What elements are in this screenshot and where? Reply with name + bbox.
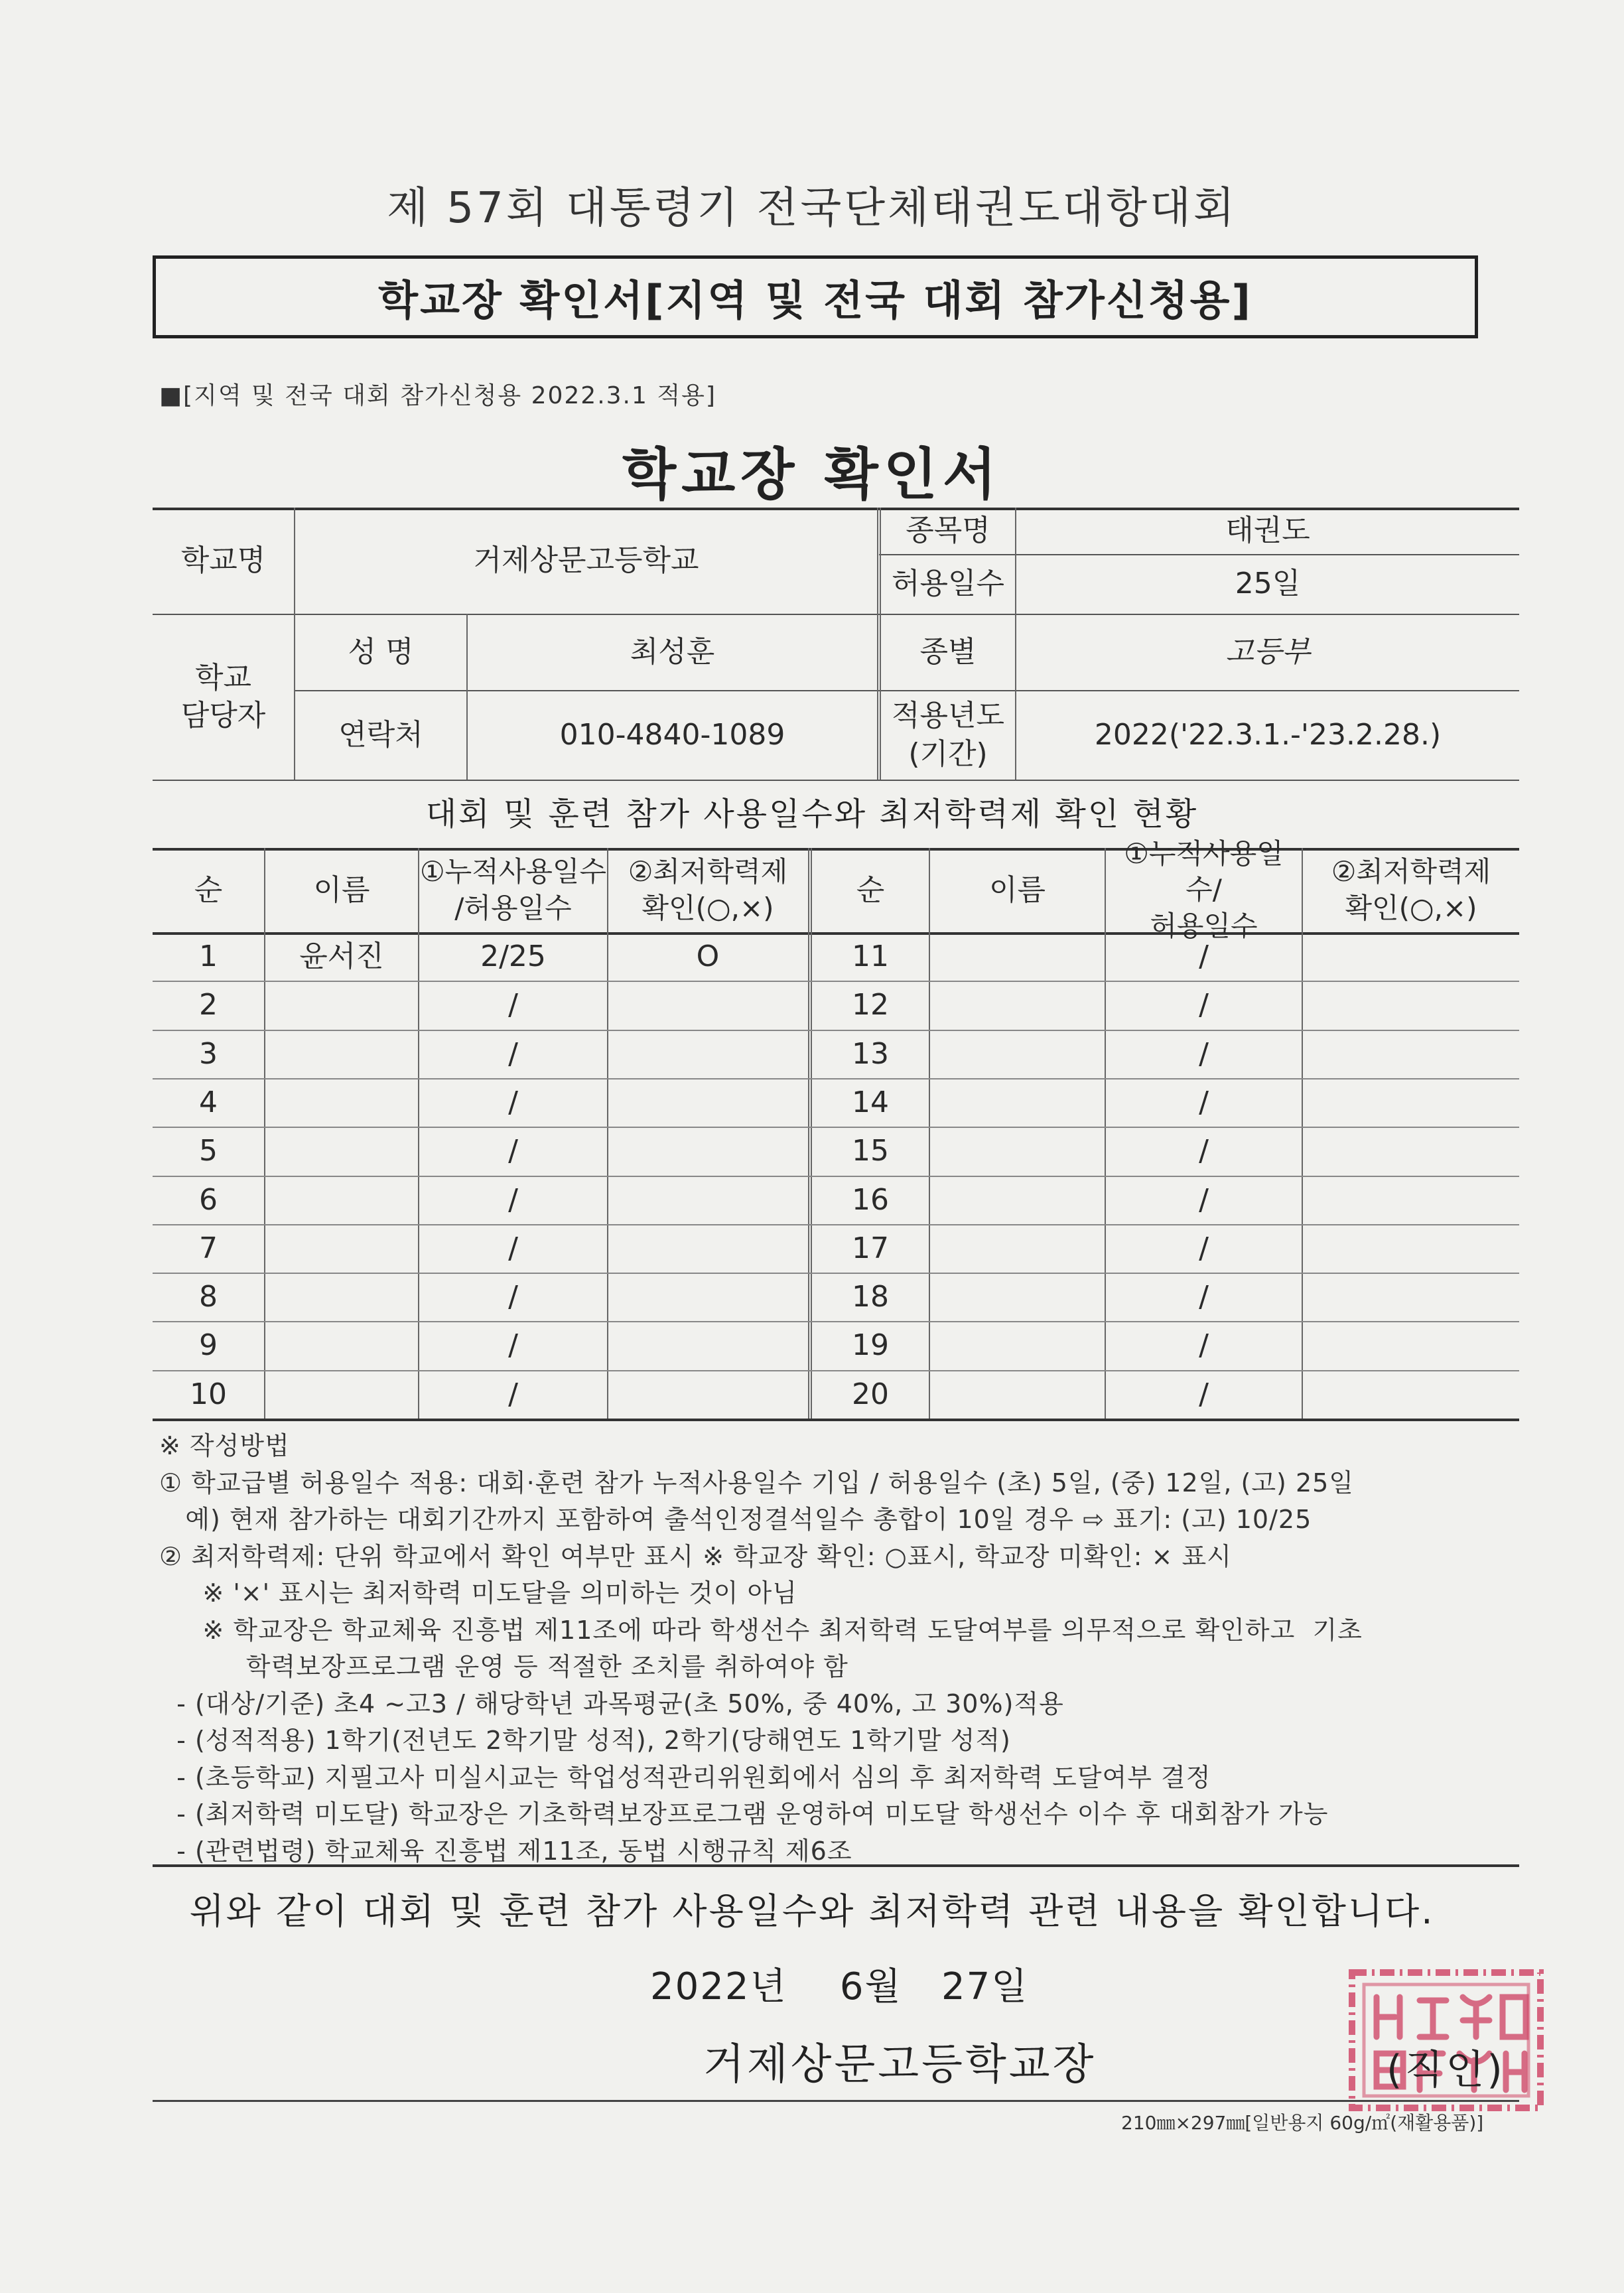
days-cell: / — [508, 1328, 518, 1363]
seq-cell: 17 — [852, 1231, 889, 1265]
name-cell — [265, 1224, 418, 1273]
instruction-line: 예) 현재 참가하는 대회기간까지 포함하여 출석인정결석일수 총합이 10일 경우 ⇨ 표기: (고) 10/25 — [159, 1505, 1312, 1534]
seq-cell: 3 — [199, 1036, 218, 1071]
days-cell: / — [508, 1377, 518, 1411]
check-cell — [1303, 1224, 1519, 1273]
section-heading: 대회 및 훈련 참가 사용일수와 최저학력제 확인 현황 — [425, 796, 1199, 833]
seq-cell: 20 — [852, 1377, 889, 1411]
days-cell: / — [1199, 1182, 1209, 1217]
seq-cell: 16 — [852, 1182, 889, 1217]
issue-date: 2022년 6월 27일 — [650, 1965, 1029, 2008]
days-cell: / — [508, 1231, 518, 1265]
days-cell: / — [1199, 1231, 1209, 1265]
name-cell — [930, 1078, 1105, 1127]
document-title: 학교장 확인서 — [622, 442, 1002, 507]
seq-cell: 13 — [852, 1036, 889, 1071]
seq-cell: 1 — [199, 939, 218, 974]
check-cell — [1303, 1127, 1519, 1175]
check-cell — [608, 981, 807, 1029]
days-cell: / — [1199, 988, 1209, 1022]
name-cell — [930, 1127, 1105, 1175]
check-cell — [1303, 1030, 1519, 1078]
rule — [153, 780, 1519, 781]
allowed-days-label: 허용일수 — [891, 567, 1004, 601]
rule — [153, 1419, 1519, 1421]
name-cell: 윤서진 — [299, 939, 384, 974]
seq-cell: 18 — [852, 1280, 889, 1314]
name-cell — [265, 1321, 418, 1369]
days-cell: / — [508, 1280, 518, 1314]
instruction-line: ② 최저학력제: 단위 학교에서 확인 여부만 표시 ※ 학교장 확인: ○표시, 학교장 미확인: × 표시 — [159, 1541, 1232, 1571]
header-seq-left: 순 — [194, 872, 223, 907]
days-cell: / — [508, 1036, 518, 1071]
school-value: 거제상문고등학교 — [473, 543, 699, 578]
name-cell — [265, 981, 418, 1029]
year-label-line1: 적용년도 — [891, 699, 1004, 733]
check-cell — [608, 1224, 807, 1273]
name-cell — [265, 1127, 418, 1175]
days-cell: / — [1199, 1036, 1209, 1071]
seal-label: (직인) — [1387, 2047, 1505, 2093]
check-cell — [608, 1370, 807, 1419]
days-cell: / — [1199, 1280, 1209, 1314]
seq-cell: 14 — [852, 1085, 889, 1119]
seq-cell: 4 — [199, 1085, 218, 1119]
confirmation-statement: 위와 같이 대회 및 훈련 참가 사용일수와 최저학력 관련 내용을 확인합니다. — [189, 1890, 1435, 1932]
check-cell — [608, 1127, 807, 1175]
name-cell — [930, 932, 1105, 981]
instruction-line: 학력보장프로그램 운영 등 적절한 조치를 취하여야 함 — [159, 1652, 848, 1681]
days-cell: / — [1199, 1134, 1209, 1168]
manager-label — [153, 630, 294, 763]
paper-spec-footer: 210㎜×297㎜[일반용지 60g/㎡(재활용품)] — [1121, 2112, 1484, 2134]
name-label: 성 명 — [348, 634, 414, 669]
name-cell — [930, 1176, 1105, 1224]
seq-cell: 9 — [199, 1328, 218, 1363]
contact-value: 010-4840-1089 — [559, 717, 785, 752]
name-cell — [930, 1273, 1105, 1321]
days-cell: / — [1199, 1328, 1209, 1363]
days-cell: / — [508, 1085, 518, 1119]
seq-cell: 15 — [852, 1134, 889, 1168]
manager-label-line1: 학교 — [194, 660, 251, 695]
header-min-r-line2: 확인(○,×) — [1345, 891, 1477, 924]
days-cell: / — [1199, 1085, 1209, 1119]
header-min-academic-right — [1303, 848, 1519, 932]
header-min-r-line1: ②최저학력제 — [1331, 855, 1491, 888]
header-seq-right: 순 — [856, 872, 885, 907]
boxed-title: 학교장 확인서[지역 및 전국 대회 참가신청용] — [153, 255, 1478, 338]
event-title: 제 57회 대통령기 전국단체태권도대항대회 — [387, 184, 1237, 233]
check-cell — [1303, 932, 1519, 981]
instruction-line: - (대상/기준) 초4 ~고3 / 해당학년 과목평균(초 50%, 중 40%, 고 30%)적용 — [159, 1689, 1064, 1718]
header-min-academic-left — [608, 848, 807, 932]
header-min-line2: 확인(○,×) — [642, 891, 774, 924]
header-min-line1: ②최저학력제 — [628, 855, 788, 888]
manager-label-line2: 담당자 — [180, 699, 266, 732]
rule — [153, 1864, 1519, 1867]
division-label: 종별 — [919, 634, 977, 669]
event-label: 종목명 — [906, 514, 990, 548]
check-cell: O — [696, 939, 720, 974]
check-cell — [1303, 1321, 1519, 1369]
name-cell — [265, 1273, 418, 1321]
name-cell — [265, 1078, 418, 1127]
check-cell — [608, 1078, 807, 1127]
name-cell — [930, 1224, 1105, 1273]
allowed-days-value: 25일 — [1235, 567, 1301, 601]
check-cell — [1303, 981, 1519, 1029]
instruction-line: ※ '×' 표시는 최저학력 미도달을 의미하는 것이 아님 — [159, 1578, 797, 1608]
days-cell: / — [508, 988, 518, 1022]
instruction-line: ① 학교급별 허용일수 적용: 대회·훈련 참가 누적사용일수 기입 / 허용일수 (초) 5일, (중) 12일, (고) 25일 — [159, 1468, 1355, 1497]
seq-cell: 8 — [199, 1280, 218, 1314]
instruction-line: ※ 작성방법 — [159, 1431, 290, 1460]
seq-cell: 10 — [190, 1377, 227, 1411]
name-cell — [930, 981, 1105, 1029]
check-cell — [608, 1030, 807, 1078]
year-label-line2: (기간) — [908, 736, 988, 771]
seq-cell: 2 — [199, 988, 218, 1022]
seq-cell: 11 — [852, 939, 889, 974]
seq-cell: 5 — [199, 1134, 218, 1168]
days-cell: / — [1199, 939, 1209, 974]
check-cell — [608, 1176, 807, 1224]
check-cell — [608, 1321, 807, 1369]
name-cell — [265, 1030, 418, 1078]
name-cell — [930, 1321, 1105, 1369]
header-cumulative-right — [1106, 837, 1302, 942]
header-cumulative-r-line1: ①누적사용일수/ — [1124, 837, 1284, 906]
year-value: 2022('22.3.1.-'23.2.28.) — [1094, 717, 1442, 752]
seq-cell: 6 — [199, 1182, 218, 1217]
check-cell — [1303, 1370, 1519, 1419]
days-cell: / — [508, 1134, 518, 1168]
days-cell: 2/25 — [480, 939, 546, 974]
seq-cell: 12 — [852, 988, 889, 1022]
header-name-right: 이름 — [988, 872, 1046, 907]
days-cell: / — [1199, 1377, 1209, 1411]
principal-name: 거제상문고등학교장 — [703, 2040, 1097, 2089]
header-cumulative-line2: /허용일수 — [454, 891, 572, 924]
name-value: 최성훈 — [630, 634, 715, 669]
instruction-line: - (관련법령) 학교체육 진흥법 제11조, 동법 시행규칙 제6조 — [159, 1836, 852, 1866]
school-label: 학교명 — [180, 543, 266, 578]
check-cell — [1303, 1273, 1519, 1321]
division-value: 고등부 — [1225, 634, 1310, 669]
seq-cell: 7 — [199, 1231, 218, 1265]
days-cell: / — [508, 1182, 518, 1217]
header-cumulative-r-line2: 허용일수 — [1150, 909, 1258, 942]
check-cell — [1303, 1176, 1519, 1224]
contact-label: 연락처 — [338, 717, 423, 752]
year-label — [881, 690, 1015, 780]
instruction-line: - (초등학교) 지필고사 미실시교는 학업성적관리위원회에서 심의 후 최저학력 도달여부 결정 — [159, 1762, 1211, 1792]
instruction-line: - (성적적용) 1학기(전년도 2학기말 성적), 2학기(당해연도 1학기말 성적) — [159, 1726, 1011, 1755]
event-value: 태권도 — [1225, 514, 1310, 548]
applicability-note: ■[지역 및 전국 대회 참가신청용 2022.3.1 적용] — [159, 382, 716, 409]
header-cumulative-line1: ①누적사용일수 — [419, 855, 607, 888]
check-cell — [608, 1273, 807, 1321]
rule — [153, 2100, 1519, 2102]
name-cell — [930, 1370, 1105, 1419]
instruction-line: - (최저학력 미도달) 학교장은 기초학력보장프로그램 운영하여 미도달 학생선수 이수 후 대회참가 가능 — [159, 1799, 1329, 1829]
name-cell — [265, 1176, 418, 1224]
name-cell — [265, 1370, 418, 1419]
header-name-left: 이름 — [313, 872, 370, 907]
header-cumulative-left — [419, 848, 607, 932]
seq-cell: 19 — [852, 1328, 889, 1363]
name-cell — [930, 1030, 1105, 1078]
instruction-line: ※ 학교장은 학교체육 진흥법 제11조에 따라 학생선수 최저학력 도달여부를 의무적으로 확인하고 기초 — [159, 1615, 1363, 1645]
check-cell — [1303, 1078, 1519, 1127]
